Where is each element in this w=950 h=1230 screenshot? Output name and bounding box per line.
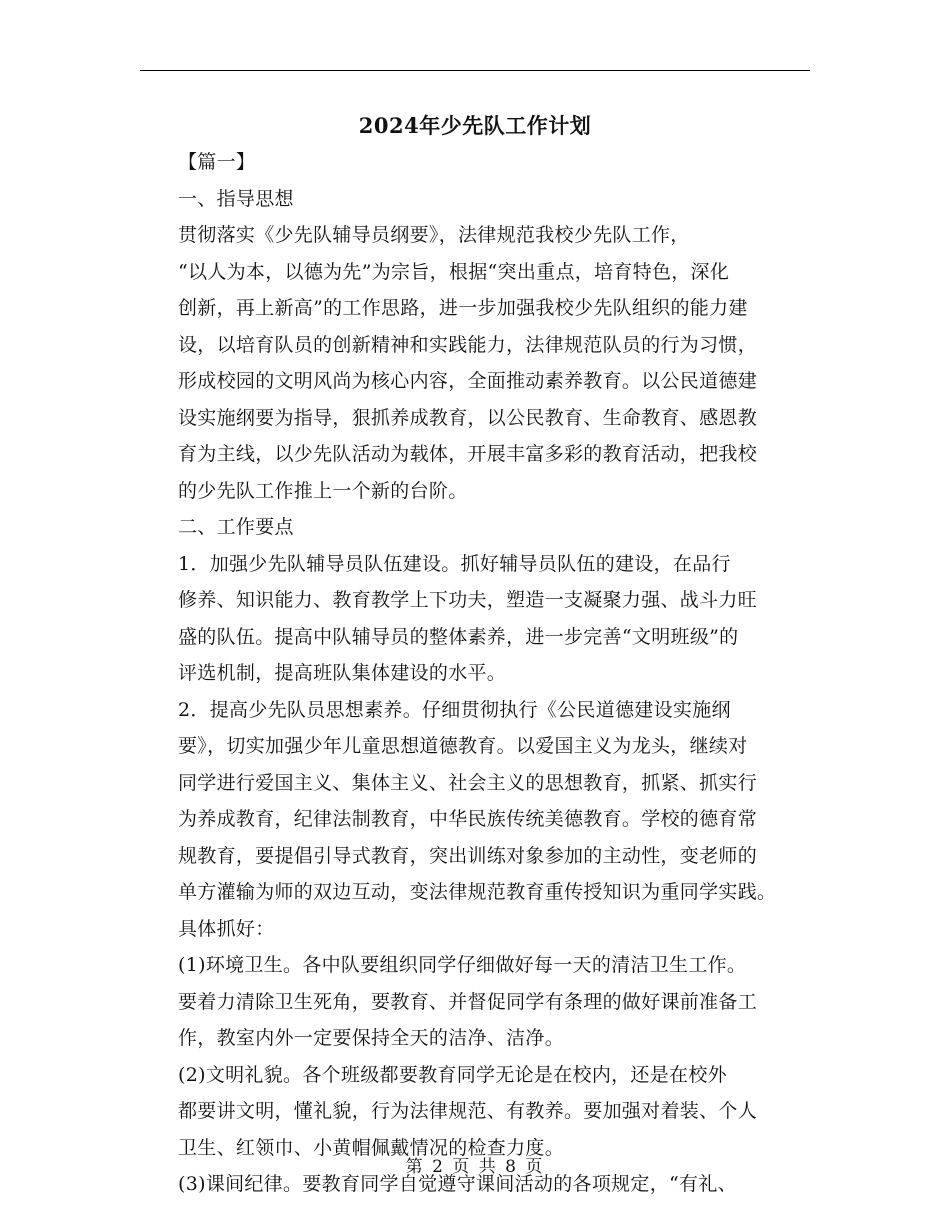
paragraph [140,509,815,546]
text-line: 都要讲文明，懂礼貌，行为法律规范、有教养。要加强对着装、个人 [178,1100,758,1122]
text-line: 规教育，要提倡引导式教育，突出训练对象参加的主动性，变老师的 [178,844,758,867]
text-line: 二、工作要点 [178,516,294,538]
text-line: 同学进行爱国主义、集体主义、社会主义的思想教育，抓紧、抓实行 [178,771,758,794]
text-line: 1．加强少先队辅导员队伍建设。抓好辅导员队伍的建设，在品行 [178,552,731,575]
text-line: 要》，切实加强少年儿童思想道德教育。以爱国主义为龙头，继续对 [178,735,748,757]
text-line: 2．提高少先队员思想素养。仔细贯彻执行《公民道德建设实施纲 [178,698,731,721]
header-rule [140,70,810,71]
text-line: 设实施纲要为指导，狠抓养成教育，以公民教育、生命教育、感恩教 [178,406,758,429]
text-line: (1)环境卫生。各中队要组织同学仔细做好每一天的清洁卫生工作。 [178,954,747,976]
text-line: 一、指导思想 [178,187,294,210]
paragraph [140,692,815,948]
text-line: 设，以培育队员的创新精神和实践能力，法律规范队员的行为习惯， [178,333,758,356]
paragraph [140,1057,815,1167]
text-line: 评选机制，提高班队集体建设的水平。 [178,662,507,684]
paragraph [140,217,815,509]
document-body [140,144,815,1203]
text-line: 要着力清除卫生死角，要教育、并督促同学有条理的做好课前准备工 [178,990,758,1013]
text-line: 形成校园的文明风尚为核心内容，全面推动素养教育。以公民道德建 [178,370,758,392]
text-line: 盛的队伍。提高中队辅导员的整体素养，进一步完善“文明班级”的 [178,625,739,648]
paragraph [140,181,815,218]
text-line: 贯彻落实《少先队辅导员纲要》，法律规范我校少先队工作， [178,224,690,246]
text-line: 修养、知识能力、教育教学上下功夫，塑造一支凝聚力强、战斗力旺 [178,589,758,611]
text-line: “以人为本，以德为先”为宗旨，根据“突出重点，培育特色，深化 [178,260,730,283]
text-line: 【篇一】 [178,151,256,173]
paragraph [140,947,815,1057]
text-line: 单方灌输为师的双边互动，变法律规范教育重传授知识为重同学实践。 [178,881,777,903]
text-line: 卫生、红领巾、小黄帽佩戴情况的检查力度。 [178,1136,565,1159]
text-line: (3)课间纪律。要教育同学自觉遵守课间活动的各项规定，“有礼、 [178,1173,737,1195]
text-line: 育为主线，以少先队活动为载体，开展丰富多彩的教育活动，把我校 [178,443,758,465]
text-line: (2)文明礼貌。各个班级都要教育同学无论是在校内，还是在校外 [178,1063,727,1086]
text-line: 创新，再上新高”的工作思路，进一步加强我校少先队组织的能力建 [178,297,748,319]
text-line: 的少先队工作推上一个新的台阶。 [178,479,468,502]
text-line: 作，教室内外一定要保持全天的洁净、洁净。 [178,1027,565,1049]
paragraph [140,546,815,692]
text-line: 为养成教育，纪律法制教育，中华民族传统美德教育。学校的德育常 [178,808,758,830]
page-footer: 第 2 页 共 8 页 [405,1157,545,1177]
paragraph [140,144,815,181]
document-title: 2024年少先队工作计划 [358,113,592,138]
text-line: 具体抓好： [178,917,275,940]
